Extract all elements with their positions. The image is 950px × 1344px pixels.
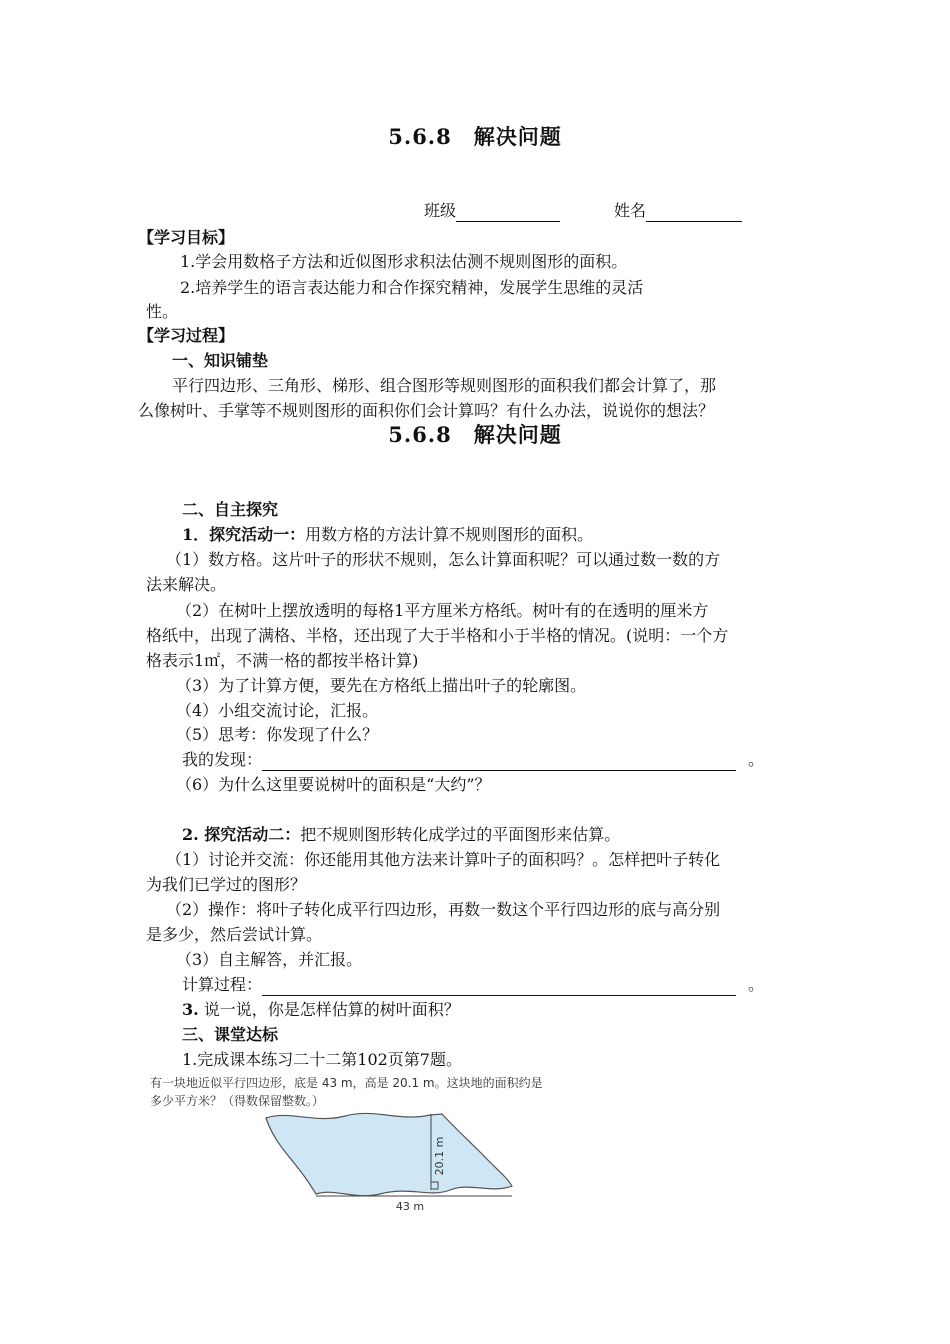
activity2-line — [182, 824, 620, 846]
section1-heading: 一、知识铺垫 — [172, 351, 269, 370]
activity1-step1-cont: 法来解决。 — [146, 575, 227, 594]
practice-item-1: 1.完成课本练习二十二第102页第7题。 — [182, 1050, 462, 1069]
goals-heading: 【学习目标】 — [138, 228, 235, 247]
class-label: 班级 — [424, 201, 457, 220]
activity2-step2-cont: 是多少，然后尝试计算。 — [146, 925, 323, 944]
discovery-period: 。 — [748, 750, 765, 769]
activity3-line — [182, 999, 460, 1021]
base-label: 43 m — [395, 1200, 425, 1213]
discovery-row — [182, 749, 764, 771]
section1-text-1: 平行四边形、三角形、梯形、组合图形等规则图形的面积我们都会计算了，那 — [172, 376, 717, 395]
process-heading: 【学习过程】 — [138, 326, 235, 345]
activity2-text: 把不规则图形转化成学过的平面图形来估算。 — [300, 825, 621, 844]
calc-label: 计算过程： — [182, 975, 263, 994]
activity1-step2-cont2: 格表示1㎡，不满一格的都按半格计算) — [146, 651, 419, 670]
section3-heading: 三、课堂达标 — [182, 1025, 279, 1044]
page-title: 5.6.8 解决问题 — [388, 124, 562, 149]
calc-row — [182, 974, 764, 996]
goal-item-2-cont: 性。 — [146, 302, 179, 321]
activity2-step3: （3）自主解答，并汇报。 — [176, 950, 363, 969]
activity1-step3: （3）为了计算方便，要先在方格纸上描出叶子的轮廓图。 — [176, 676, 587, 695]
section2-heading: 二、自主探究 — [182, 500, 279, 519]
activity2-label: 2. 探究活动二： — [182, 825, 301, 844]
activity1-step1: （1）数方格。这片叶子的形状不规则，怎么计算面积呢？可以通过数一数的方 — [166, 550, 721, 569]
figure-caption-1: 有一块地近似平行四边形，底是 43 m，高是 20.1 m。这块地的面积约是 — [150, 1076, 543, 1090]
calc-period: 。 — [748, 975, 765, 994]
activity1-label: 1．探究活动一： — [182, 525, 306, 544]
activity1-step5: （5）思考：你发现了什么？ — [176, 725, 379, 744]
activity2-step2: （2）操作：将叶子转化成平行四边形，再数一数这个平行四边形的底与高分别 — [166, 900, 721, 919]
discovery-label: 我的发现： — [182, 750, 263, 769]
section1-text-2: 么像树叶、手掌等不规则图形的面积你们会计算吗？有什么办法，说说你的想法？ — [138, 401, 715, 420]
pond-shape — [266, 1113, 512, 1195]
activity3-label: 3. — [182, 1000, 199, 1019]
activity1-step6: （6）为什么这里要说树叶的面积是“大约”？ — [176, 775, 491, 794]
activity1-text: 用数方格的方法计算不规则图形的面积。 — [305, 525, 594, 544]
activity1-line — [182, 524, 593, 546]
height-label: 20.1 m — [433, 1136, 446, 1176]
activity3-text: 说一说，你是怎样估算的树叶面积？ — [198, 1000, 460, 1019]
goal-item-1: 1.学会用数格子方法和近似图形求积法估测不规则图形的面积。 — [180, 252, 628, 271]
calc-blank[interactable] — [262, 977, 736, 996]
goal-item-2: 2.培养学生的语言表达能力和合作探究精神，发展学生思维的灵活 — [180, 278, 644, 297]
figure-caption-2: 多少平方米？（得数保留整数。） — [150, 1094, 325, 1108]
activity2-step1-cont: 为我们已学过的图形？ — [146, 875, 307, 894]
activity1-step4: （4）小组交流讨论，汇报。 — [176, 701, 379, 720]
name-label: 姓名 — [614, 201, 647, 220]
class-field — [424, 200, 560, 222]
page-title-repeat: 5.6.8 解决问题 — [388, 422, 562, 447]
pond-figure — [260, 1106, 520, 1216]
discovery-blank[interactable] — [262, 752, 736, 771]
activity2-step1: （1）讨论并交流：你还能用其他方法来计算叶子的面积吗？。怎样把叶子转化 — [166, 850, 721, 869]
activity1-step2: （2）在树叶上摆放透明的每格1平方厘米方格纸。树叶有的在透明的厘米方 — [176, 601, 709, 620]
activity1-step2-cont1: 格纸中，出现了满格、半格，还出现了大于半格和小于半格的情况。(说明：一个方 — [146, 626, 729, 645]
class-blank[interactable] — [456, 203, 560, 222]
name-field — [614, 200, 742, 222]
name-blank[interactable] — [646, 203, 742, 222]
